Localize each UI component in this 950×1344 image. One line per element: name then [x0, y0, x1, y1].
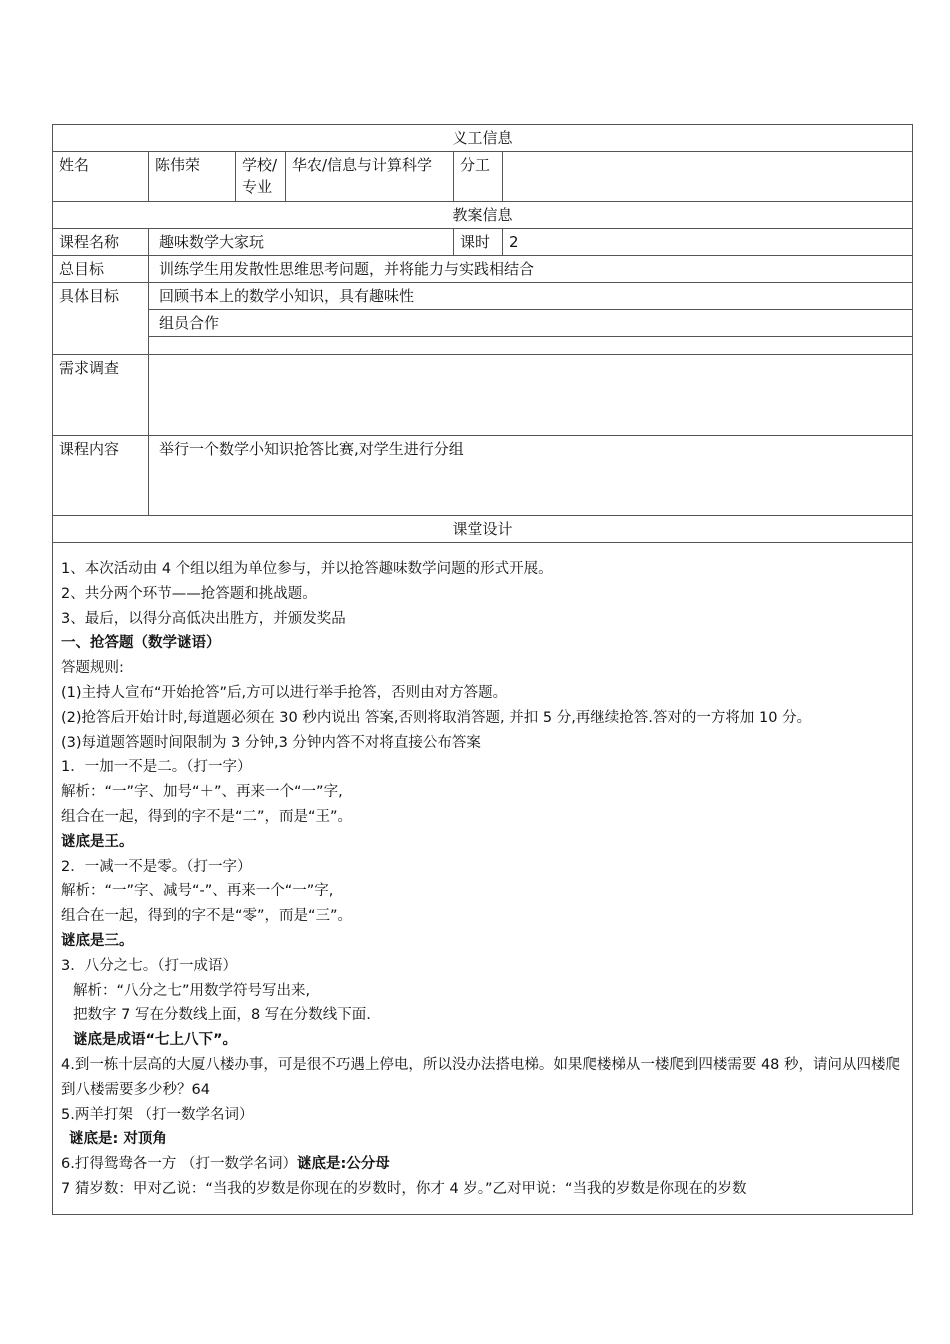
division-label: 分工 — [454, 152, 503, 202]
class-design-line: 解析：“一”字、加号“＋”、再来一个“一”字, — [61, 784, 343, 801]
lesson-plan-table — [52, 124, 913, 1215]
class-design-line: (3)每道题答题时间限制为 3 分钟,3 分钟内答不对将直接公布答案 — [61, 734, 481, 751]
class-design-line: 把数字 7 写在分数线上面，8 写在分数线下面. — [73, 1007, 371, 1024]
class-design-line: 谜底是三。 — [61, 932, 134, 949]
class-design-line: 2．一减一不是零。（打一字） — [61, 858, 252, 875]
name-value: 陈伟荣 — [149, 152, 236, 202]
class-design-title: 课堂设计 — [53, 516, 913, 543]
class-design-line: 谜底是成语“七上八下”。 — [73, 1032, 238, 1049]
class-design-line: 解析：“一”字、减号“-”、再来一个“一”字, — [61, 883, 334, 900]
division-value — [503, 152, 913, 202]
overall-goal-value: 训练学生用发散性思维思考问题，并将能力与实践相结合 — [149, 256, 913, 283]
school-value: 华农/信息与计算科学 — [286, 152, 454, 202]
class-design-line: 7 猜岁数：甲对乙说：“当我的岁数是你现在的岁数时，你才 4 岁。”乙对甲说：“当我的岁数是你现在的岁数 — [61, 1180, 747, 1197]
class-design-line: 6.打得鸳鸯各一方 （打一数学名词）谜底是:公分母 — [61, 1156, 390, 1173]
class-design-line: 组合在一起，得到的字不是“二”，而是“王”。 — [61, 808, 353, 825]
content-label: 课程内容 — [53, 436, 149, 516]
class-design-line: 3．八分之七。（打一成语） — [61, 957, 237, 974]
class-design-line: 1．一加一不是二。（打一字） — [61, 759, 252, 776]
class-design-line: 2、共分两个环节——抢答题和挑战题。 — [61, 585, 317, 602]
hours-label: 课时 — [454, 229, 503, 256]
lesson-plan-document — [52, 124, 912, 1215]
specific-goal-label: 具体目标 — [53, 283, 149, 355]
overall-goal-label: 总目标 — [53, 256, 149, 283]
course-name-value: 趣味数学大家玩 — [149, 229, 454, 256]
class-design-line: 5.两羊打架 （打一数学名词） — [61, 1106, 254, 1123]
class-design-line: 3、最后，以得分高低决出胜方，并颁发奖品 — [61, 610, 346, 627]
class-design-line: 一、抢答题（数学谜语） — [61, 635, 221, 652]
hours-value: 2 — [503, 229, 913, 256]
name-label: 姓名 — [53, 152, 149, 202]
school-label: 学校/专业 — [236, 152, 286, 202]
class-design-line: 组合在一起，得到的字不是“零”，而是“三”。 — [61, 908, 353, 925]
class-design-line: 1、本次活动由 4 个组以组为单位参与，并以抢答趣味数学问题的形式开展。 — [61, 561, 553, 577]
specific-goal-item: 组员合作 — [149, 310, 913, 337]
volunteer-info-title: 义工信息 — [53, 125, 913, 152]
content-value: 举行一个数学小知识抢答比赛,对学生进行分组 — [149, 436, 913, 516]
class-design-line: 4.到一栋十层高的大厦八楼办事，可是很不巧遇上停电，所以没办法搭电梯。如果爬楼梯从一楼爬到四楼需要 48 秒，请问从四楼爬到八楼需要多少秒？64 — [61, 1056, 900, 1098]
class-design-line: (1)主持人宣布“开始抢答”后,方可以进行举手抢答，否则由对方答题。 — [61, 684, 508, 701]
needs-value — [149, 355, 913, 436]
course-name-label: 课程名称 — [53, 229, 149, 256]
class-design-body — [53, 543, 913, 1215]
specific-goal-item: 回顾书本上的数学小知识，具有趣味性 — [149, 283, 913, 310]
class-design-line: 解析：“八分之七”用数学符号写出来, — [73, 982, 311, 999]
class-design-line: 答题规则: — [61, 660, 124, 677]
specific-goal-item — [149, 337, 913, 355]
class-design-line: (2)抢答后开始计时,每道题必须在 30 秒内说出 答案,否则将取消答题, 并扣 5 分,再继续抢答.答对的一方将加 10 分。 — [61, 709, 812, 726]
class-design-line: 谜底是: 对顶角 — [69, 1131, 167, 1148]
lesson-info-title: 教案信息 — [53, 202, 913, 229]
class-design-lines — [61, 557, 904, 1202]
class-design-line: 谜底是王。 — [61, 833, 134, 850]
needs-label: 需求调查 — [53, 355, 149, 436]
